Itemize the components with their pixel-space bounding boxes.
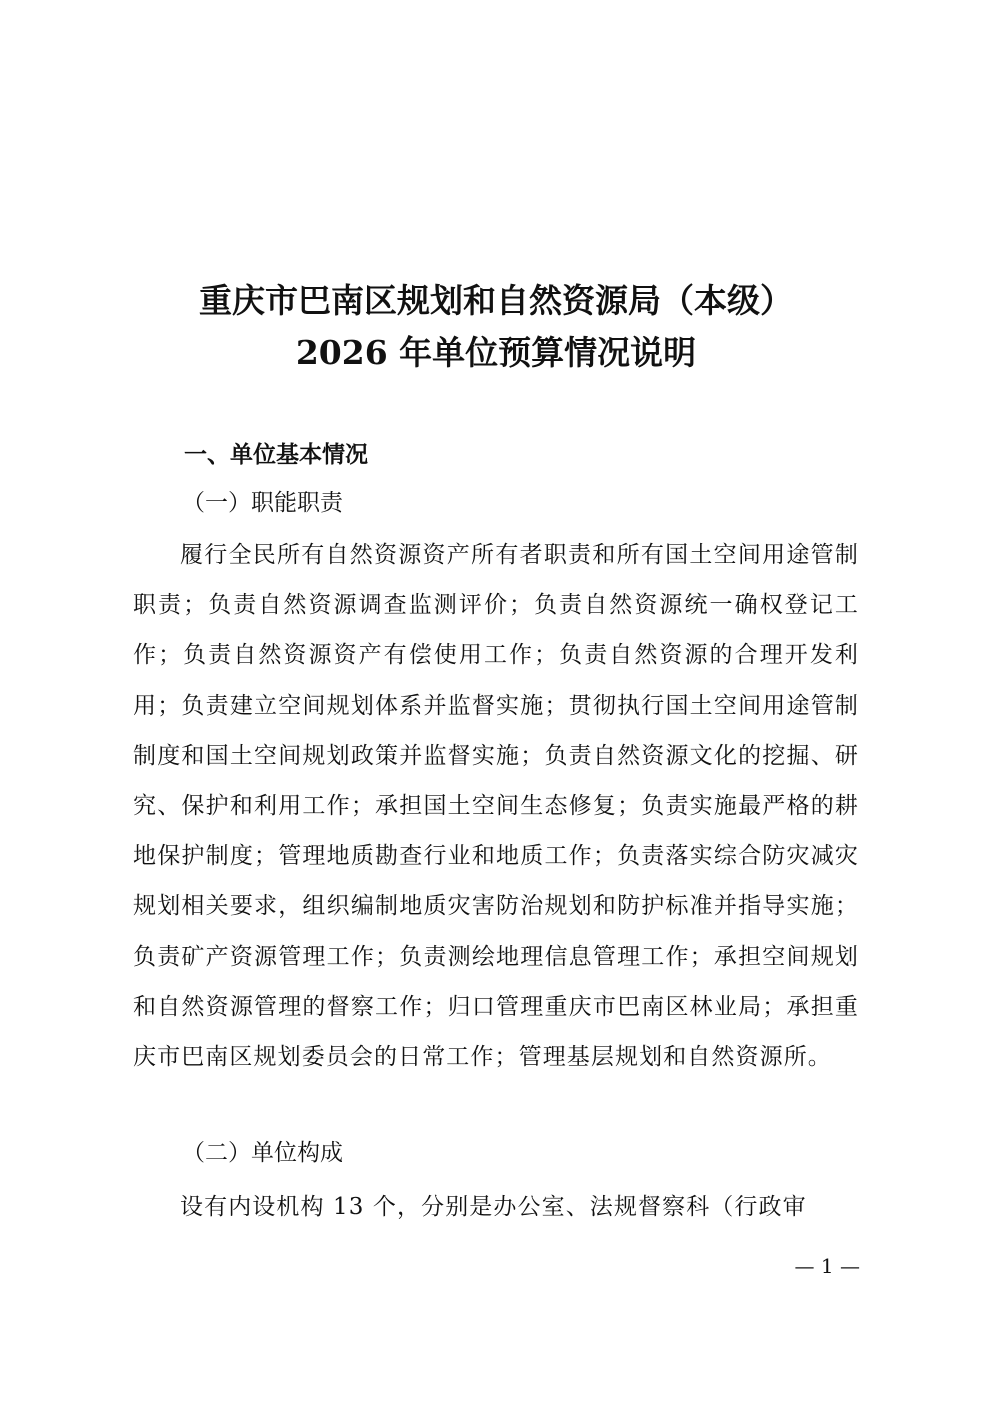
subsection-heading-composition: （二）单位构成 [182,1140,343,1166]
functions-paragraph: 履行全民所有自然资源资产所有者职责和所有国土空间用途管制职责；负责自然资源调查监测评价；负责自然资源统一确权登记工作；负责自然资源资产有偿使用工作；负责自然资源的合理开发利用；负责建立空间规划体系并监督实施；贯彻执行国土空间用途管制制度和国土空间规划政策并监督实施；负责自然资源文化的挖掘、研究、保护和利用工作；承担国土空间生态修复；负责实施最严格的耕地保护制度；管理地质勘查行业和地质工作；负责落实综合防灾减灾规划相关要求，组织编制地质灾害防治规划和防护标准并指导实施；负责矿产资源管理工作；负责测绘地理信息管理工作；承担空间规划和自然资源管理的督察工作；归口管理重庆市巴南区林业局；承担重庆市巴南区规划委员会的日常工作；管理基层规划和自然资源所。 [133,542,859,1071]
composition-paragraph: 设有内设机构 13 个，分别是办公室、法规督察科（行政审 [180,1194,807,1220]
document-title-line-2: 2026 年单位预算情况说明 [295,333,697,372]
document-title-line-1: 重庆市巴南区规划和自然资源局（本级） [199,281,793,320]
page-number: — 1 — [794,1254,860,1278]
section-heading-basic-info: 一、单位基本情况 [184,442,368,468]
subsection-heading-functions: （一）职能职责 [182,490,343,516]
